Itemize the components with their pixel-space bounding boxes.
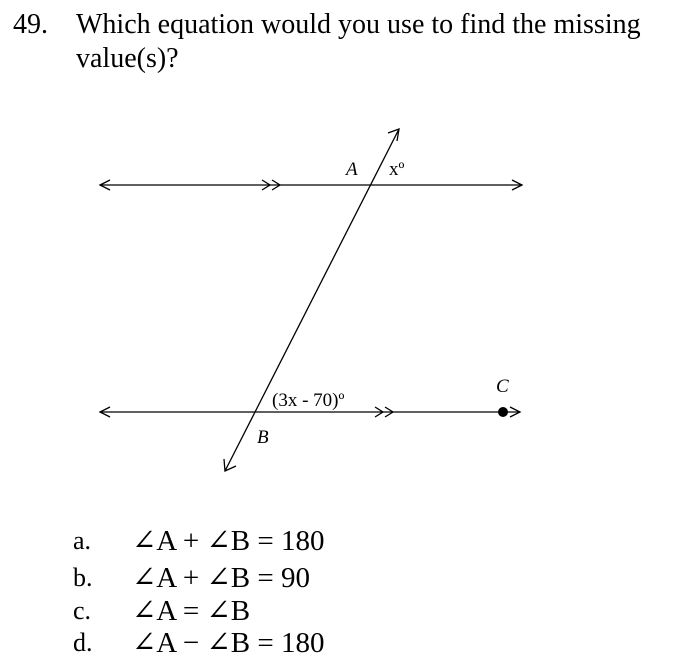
- choice-letter: c.: [73, 596, 92, 625]
- label-x-angle: xº: [389, 159, 405, 180]
- choice-equation: ∠A + ∠B = 180: [132, 525, 325, 557]
- top-parallel-line: [100, 180, 522, 190]
- question-line-1: Which equation would you use to find the missing: [76, 9, 641, 40]
- label-c: C: [496, 376, 509, 397]
- choice-letter: b.: [73, 563, 93, 592]
- choice-a: [0, 524, 682, 558]
- label-b: B: [257, 427, 269, 448]
- choice-equation: ∠A − ∠B = 180: [132, 627, 325, 659]
- choice-d: [0, 626, 682, 660]
- label-a: A: [346, 159, 358, 180]
- choice-letter: d.: [73, 628, 93, 657]
- question-line-2: value(s)?: [76, 43, 179, 74]
- choice-letter: a.: [73, 526, 92, 555]
- question-number: 49.: [13, 9, 48, 40]
- point-c-dot: [498, 407, 508, 417]
- label-angle-expression: (3x - 70)º: [272, 390, 345, 411]
- choice-equation: ∠A = ∠B: [132, 595, 251, 627]
- choice-b: [0, 561, 682, 595]
- transversal-line: [224, 129, 399, 471]
- choice-equation: ∠A + ∠B = 90: [132, 562, 310, 594]
- choice-c: [0, 594, 682, 628]
